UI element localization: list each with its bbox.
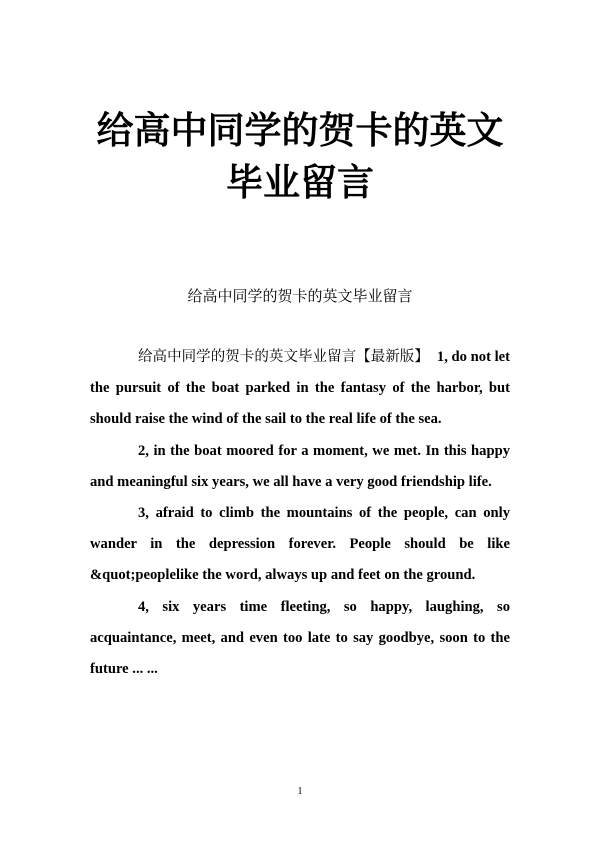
title-line-2: 毕业留言 — [226, 160, 374, 204]
document-subtitle: 给高中同学的贺卡的英文毕业留言 — [187, 287, 413, 305]
title-line-1: 给高中同学的贺卡的英文 — [96, 108, 504, 152]
page-number: 1 — [297, 786, 303, 797]
document-title — [60, 104, 540, 208]
paragraph-1 — [90, 342, 510, 436]
paragraph-2: 2, in the boat moored for a moment, we met. In this happy and meaningful six years, we all have a very good friendship life. — [90, 442, 510, 490]
body-text — [90, 342, 510, 685]
intro-heading: 给高中同学的贺卡的英文毕业留言【最新版】 — [138, 349, 429, 365]
paragraph-3: 3, afraid to climb the mountains of the people, can only wander in the depression forever. People should be like &quot;peoplelike the word, always up and feet on the ground. — [90, 505, 510, 584]
paragraph-1-text: 1, do not let the pursuit of the boat parked in the fantasy of the harbor, but should raise the wind of the sail to the real life of the sea. — [90, 349, 511, 428]
paragraph-4: 4, six years time fleeting, so happy, laughing, so acquaintance, meet, and even too late to say goodbye, soon to the future ... ... — [90, 598, 510, 678]
